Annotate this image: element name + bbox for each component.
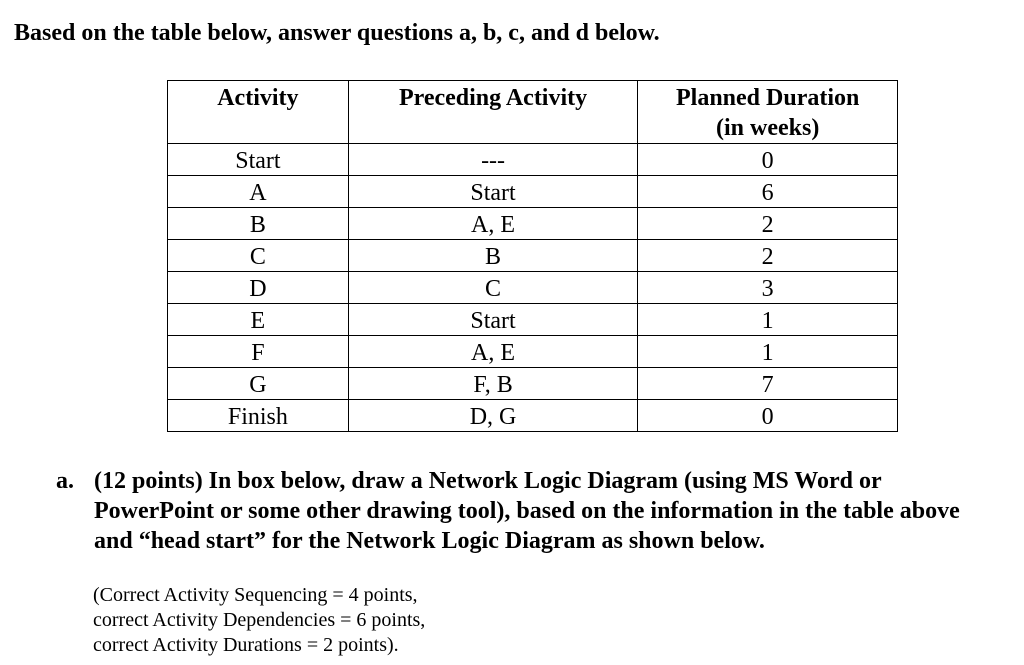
cell-duration: 0 [638, 144, 898, 176]
table-row [168, 208, 898, 240]
cell-preceding: C [348, 272, 638, 304]
header-activity: Activity [168, 81, 349, 144]
cell-activity: A [168, 176, 349, 208]
table-row [168, 400, 898, 432]
points-line: correct Activity Durations = 2 points). [93, 634, 399, 656]
cell-activity: Finish [168, 400, 349, 432]
cell-activity: D [168, 272, 349, 304]
activity-table [167, 80, 898, 432]
cell-duration: 1 [638, 336, 898, 368]
cell-preceding: F, B [348, 368, 638, 400]
table-row [168, 144, 898, 176]
cell-preceding: D, G [348, 400, 638, 432]
cell-activity: F [168, 336, 349, 368]
cell-duration: 0 [638, 400, 898, 432]
cell-preceding: A, E [348, 208, 638, 240]
table-row [168, 368, 898, 400]
header-preceding-activity: Preceding Activity [348, 81, 638, 144]
cell-preceding: A, E [348, 336, 638, 368]
header-duration-line1: Planned Duration [675, 85, 860, 111]
cell-duration: 2 [638, 240, 898, 272]
cell-preceding: B [348, 240, 638, 272]
header-planned-duration [638, 81, 898, 144]
question-text: (12 points) In box below, draw a Network Logic Diagram (using MS Word or PowerPoint or some other drawing tool), based on the information in the table above and “head start” for the Network Logic Diagram as shown below. [94, 468, 960, 554]
table-row [168, 304, 898, 336]
table-row [168, 272, 898, 304]
cell-activity: E [168, 304, 349, 336]
points-line: (Correct Activity Sequencing = 4 points, [93, 584, 418, 606]
cell-activity: B [168, 208, 349, 240]
header-duration-line2: (in weeks) [716, 115, 820, 141]
points-line: correct Activity Dependencies = 6 points, [93, 609, 426, 631]
cell-duration: 3 [638, 272, 898, 304]
question-a [56, 466, 996, 556]
table-row [168, 240, 898, 272]
cell-preceding: Start [348, 304, 638, 336]
question-letter: a. [56, 468, 74, 494]
cell-preceding: --- [348, 144, 638, 176]
points-breakdown [93, 583, 425, 658]
table-row [168, 336, 898, 368]
cell-duration: 7 [638, 368, 898, 400]
cell-activity: G [168, 368, 349, 400]
table-header-row [168, 81, 898, 144]
cell-activity: C [168, 240, 349, 272]
table-row [168, 176, 898, 208]
cell-duration: 2 [638, 208, 898, 240]
cell-duration: 6 [638, 176, 898, 208]
instructions-heading: Based on the table below, answer questions a, b, c, and d below. [14, 20, 660, 46]
cell-duration: 1 [638, 304, 898, 336]
cell-activity: Start [168, 144, 349, 176]
cell-preceding: Start [348, 176, 638, 208]
